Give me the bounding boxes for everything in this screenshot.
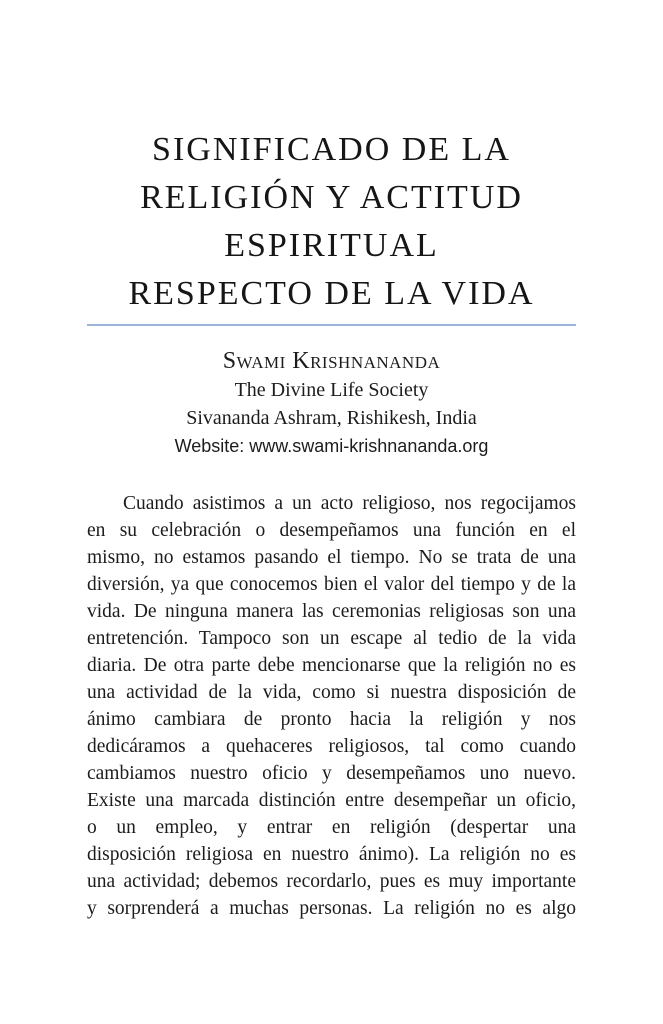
body-line: diaria. De otra parte debe mencionarse que la religión no es xyxy=(87,655,576,676)
body-line: una actividad de la vida, como si nuestra disposición de xyxy=(87,682,576,703)
page-title-line-1: SIGNIFICADO DE LA xyxy=(152,131,511,168)
body-line: diversión, ya que conocemos bien el valor del tiempo y de la xyxy=(87,574,576,595)
body-line: una actividad; debemos recordarlo, pues es muy importante xyxy=(87,871,576,892)
body-paragraph xyxy=(87,490,576,922)
body-line: mismo, no estamos pasando el tiempo. No se trata de una xyxy=(87,547,576,568)
page-title-line-3: ESPIRITUAL xyxy=(224,227,439,264)
page-title-line-2: RELIGIÓN Y ACTITUD xyxy=(140,179,523,216)
website-text: Website: www.swami-krishnananda.org xyxy=(174,436,489,456)
title-underline-rule xyxy=(87,324,576,326)
page-title-line-4: RESPECTO DE LA VIDA xyxy=(128,275,535,312)
author-name: Swami Krishnananda xyxy=(222,348,441,374)
body-line: en su celebración o desempeñamos una función en el xyxy=(87,520,576,541)
organization-name: The Divine Life Society xyxy=(234,379,429,401)
body-line: cambiamos nuestro oficio y desempeñamos uno nuevo. xyxy=(87,763,576,784)
body-line: o un empleo, y entrar en religión (despertar una xyxy=(87,817,576,838)
body-line: Existe una marcada distinción entre desempeñar un oficio, xyxy=(87,790,576,811)
body-line: disposición religiosa en nuestro ánimo). La religión no es xyxy=(87,844,576,865)
page-title xyxy=(87,126,576,318)
body-line: vida. De ninguna manera las ceremonias religiosas son una xyxy=(87,601,576,622)
body-line: entretención. Tampoco son un escape al tedio de la vida xyxy=(87,628,576,649)
body-line: ánimo cambiara de pronto hacia la religión y nos xyxy=(87,709,576,730)
byline xyxy=(87,346,576,460)
body-line: y sorprenderá a muchas personas. La religión no es algo xyxy=(87,898,576,919)
location-text: Sivananda Ashram, Rishikesh, India xyxy=(186,407,477,429)
body-line: Cuando asistimos a un acto religioso, nos regocijamos xyxy=(123,493,576,514)
body-line: dedicáramos a quehaceres religiosos, tal como cuando xyxy=(87,736,576,757)
